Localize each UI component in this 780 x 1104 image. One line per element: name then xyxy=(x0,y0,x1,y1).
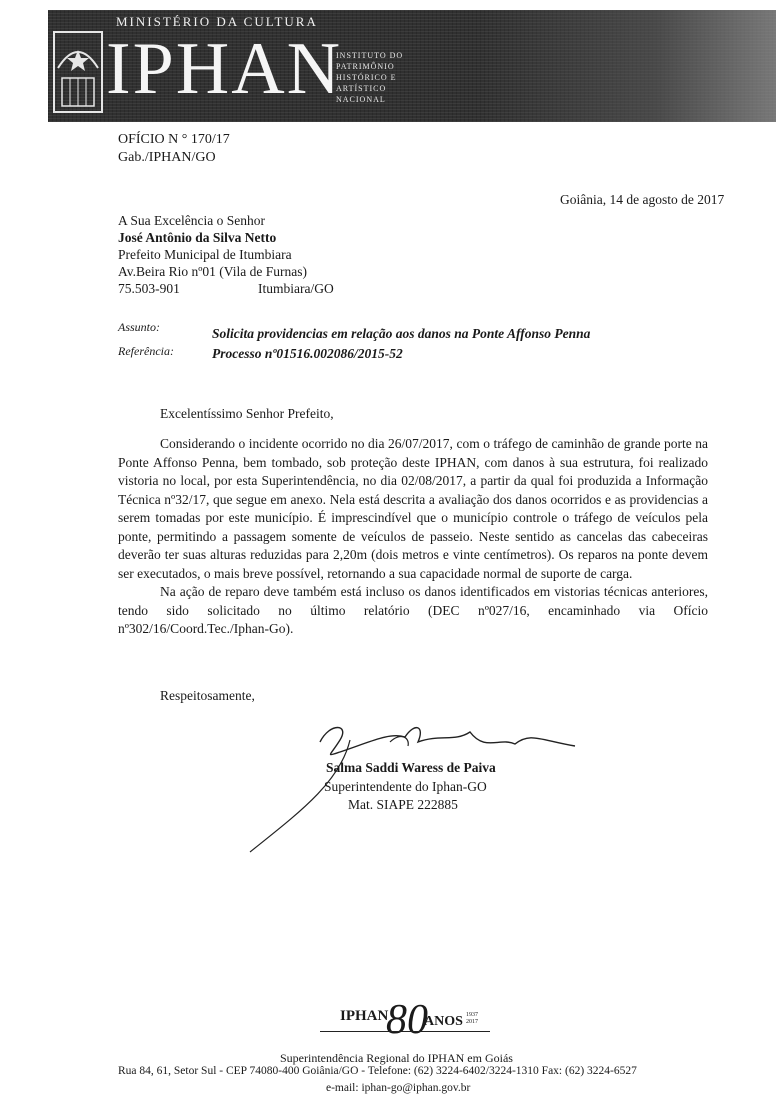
footer-email: e-mail: iphan-go@iphan.gov.br xyxy=(326,1082,471,1094)
signer-name: Salma Saddi Waress de Paiva xyxy=(326,760,496,775)
recipient-city: Itumbiara/GO xyxy=(258,281,334,296)
office-number: OFÍCIO N ° 170/17 xyxy=(118,132,230,147)
brand-subtitle xyxy=(336,50,403,105)
signer-id: Mat. SIAPE 222885 xyxy=(348,797,458,812)
footer-logo-year: 2017 xyxy=(466,1019,478,1025)
footer-divider xyxy=(320,1031,490,1032)
recipient-name: José Antônio da Silva Netto xyxy=(118,230,277,245)
signer-title: Superintendente do Iphan-GO xyxy=(324,779,487,794)
footer-office: Superintendência Regional do IPHAN em Goiás xyxy=(280,1051,513,1065)
footer-logo-number: 80 xyxy=(386,997,428,1043)
header-banner xyxy=(48,10,776,122)
brand-sub-line: INSTITUTO DO xyxy=(336,51,404,60)
brand-sub-line: NACIONAL xyxy=(336,95,386,104)
recipient-postal-code: 75.503-901 xyxy=(118,281,180,296)
recipient-title: Prefeito Municipal de Itumbiara xyxy=(118,247,292,262)
reference-text: Processo nº01516.002086/2015-52 xyxy=(212,346,403,361)
brand-sub-line: PATRIMÔNIO xyxy=(336,62,395,71)
brand-logo-text: IPHAN xyxy=(106,28,343,110)
office-department: Gab./IPHAN/GO xyxy=(118,150,216,165)
greeting: Excelentíssimo Senhor Prefeito, xyxy=(160,406,334,421)
recipient-address: Av.Beira Rio nº01 (Vila de Furnas) xyxy=(118,264,307,279)
body-paragraph: Considerando o incidente ocorrido no dia 26/07/2017, com o tráfego de caminhão de grande porte na Ponte Affonso Penna, bem tombado, sob proteção deste IPHAN, com danos à sua estrutura, foi realizado vistoria no local, por esta Superintendência, no dia 02/08/2017, a partir da qual foi produzida a Informação Técnica nº32/17, que segue em anexo. Nela está descrita a avaliação dos danos ocorridos e as providencias a serem tomadas por este município. É imprescindível que o município controle o tráfego de veículos pela ponte, permitindo a passagem somente de veículos de passeio. Neste sentido as cancelas das cabeceiras deverão ter suas alturas reduzidas para 2,20m (dois metros e vinte centímetros). Os reparos na ponte devem ser executados, o mais breve possível, retornando a sua capacidade normal de suporte de carga. xyxy=(118,436,708,581)
footer-address: Rua 84, 61, Setor Sul - CEP 74080-400 Goiânia/GO - Telefone: (62) 3224-6402/3224-1310 Fax: (62) 3224-6527 xyxy=(118,1065,637,1077)
body-paragraph: Na ação de reparo deve também está incluso os danos identificados em vistorias técnicas anteriores, tendo sido solicitado no último relatório (DEC nº027/16, encaminhado via Ofício nº302/16/Coord.Tec./Iphan-Go). xyxy=(118,584,708,636)
letter-date: Goiânia, 14 de agosto de 2017 xyxy=(560,192,725,207)
banner-fade xyxy=(476,10,776,122)
brand-sub-line: HISTÓRICO E xyxy=(336,73,397,82)
recipient-salutation: A Sua Excelência o Senhor xyxy=(118,213,265,228)
subject-text: Solicita providencias em relação aos danos na Ponte Affonso Penna xyxy=(212,326,591,341)
iphan-emblem-icon xyxy=(52,28,104,114)
footer-logo-year: 1937 xyxy=(466,1012,478,1018)
closing: Respeitosamente, xyxy=(160,688,255,703)
letter-body xyxy=(118,435,708,639)
brand-sub-line: ARTÍSTICO xyxy=(336,84,387,93)
footer-logo-years xyxy=(466,1012,478,1026)
reference-label: Referência: xyxy=(118,344,174,358)
ministry-label: MINISTÉRIO DA CULTURA xyxy=(116,14,318,29)
subject-label: Assunto: xyxy=(118,320,160,334)
footer-logo-text: IPHAN xyxy=(340,1008,389,1024)
footer-logo-suffix: ANOS xyxy=(424,1014,463,1029)
